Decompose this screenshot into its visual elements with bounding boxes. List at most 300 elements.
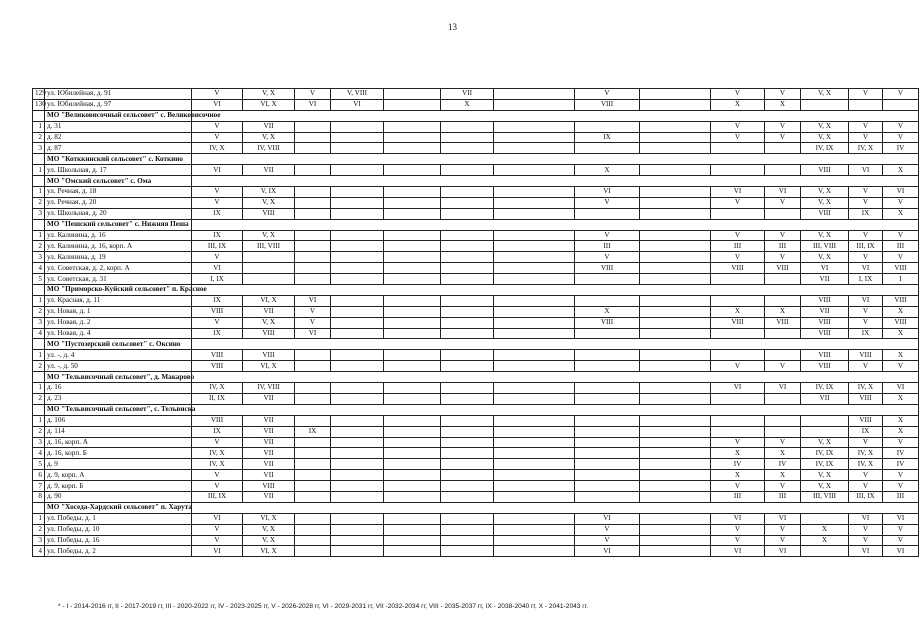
section-empty-cell <box>33 502 45 513</box>
address-cell: ул. Калинина, д. 16, корп. А <box>45 241 192 252</box>
row-number: 4 <box>33 448 45 459</box>
period-cell <box>295 350 331 361</box>
row-number: 1 <box>33 121 45 132</box>
table-row <box>33 535 919 546</box>
period-cell <box>640 295 711 306</box>
row-number: 2 <box>33 361 45 372</box>
period-cell: VI, X <box>243 99 295 110</box>
period-cell <box>575 481 640 492</box>
period-cell: V <box>575 524 640 535</box>
period-cell <box>441 415 494 426</box>
period-cell: V, X <box>243 89 295 100</box>
period-cell: V <box>192 524 243 535</box>
period-cell <box>331 317 384 328</box>
period-cell: X <box>765 306 801 317</box>
period-cell: V <box>192 535 243 546</box>
period-cell: V <box>883 89 919 100</box>
period-cell: VIII <box>192 361 243 372</box>
table-row <box>33 252 919 263</box>
period-cell: X <box>575 306 640 317</box>
period-cell: X <box>883 426 919 437</box>
row-number: 129 <box>33 89 45 100</box>
period-cell: V, X <box>801 197 849 208</box>
period-cell: V <box>883 470 919 481</box>
period-cell: V <box>711 481 765 492</box>
period-cell: VII <box>801 274 849 285</box>
period-cell: IV, X <box>192 383 243 394</box>
period-cell <box>384 295 441 306</box>
period-cell: VI <box>765 513 801 524</box>
period-cell: V, X <box>243 230 295 241</box>
row-number: 4 <box>33 546 45 557</box>
period-cell <box>331 393 384 404</box>
period-cell: V <box>849 187 883 198</box>
period-cell: V <box>849 535 883 546</box>
row-number: 2 <box>33 241 45 252</box>
period-cell <box>295 252 331 263</box>
address-cell: ул. Калинина, д. 16 <box>45 230 192 241</box>
period-cell: V <box>849 470 883 481</box>
period-cell: V <box>765 252 801 263</box>
period-cell: VII <box>243 448 295 459</box>
period-cell: IV, IX <box>801 383 849 394</box>
period-cell: I, IX <box>849 274 883 285</box>
period-cell: VI <box>711 513 765 524</box>
period-cell: II, IX <box>192 393 243 404</box>
period-cell <box>243 252 295 263</box>
period-cell: VI <box>295 328 331 339</box>
period-cell: VIII <box>801 328 849 339</box>
row-number: 2 <box>33 197 45 208</box>
address-cell: ул. Новая, д. 4 <box>45 328 192 339</box>
period-cell <box>494 295 575 306</box>
period-cell: VIII <box>192 415 243 426</box>
period-cell: III <box>711 241 765 252</box>
address-cell: д. 31 <box>45 121 192 132</box>
period-cell: VIII <box>801 350 849 361</box>
period-cell <box>494 208 575 219</box>
period-cell <box>331 165 384 176</box>
table-row <box>33 361 919 372</box>
row-number: 3 <box>33 252 45 263</box>
period-cell <box>494 197 575 208</box>
period-cell: V, X <box>801 481 849 492</box>
schedule-table <box>32 88 919 557</box>
period-cell <box>331 230 384 241</box>
period-cell <box>640 274 711 285</box>
period-cell: VI <box>575 546 640 557</box>
period-cell <box>494 230 575 241</box>
period-cell: V, X <box>801 252 849 263</box>
period-cell <box>575 295 640 306</box>
period-cell <box>640 263 711 274</box>
period-cell <box>494 306 575 317</box>
period-cell: IV <box>883 143 919 154</box>
period-cell <box>331 328 384 339</box>
period-cell: VI <box>765 546 801 557</box>
period-cell <box>295 459 331 470</box>
section-header-row <box>33 339 919 350</box>
period-cell <box>384 187 441 198</box>
period-cell <box>640 383 711 394</box>
period-cell <box>295 230 331 241</box>
period-cell: VII <box>243 121 295 132</box>
period-cell <box>295 546 331 557</box>
period-cell: V <box>192 437 243 448</box>
period-cell: VI <box>575 513 640 524</box>
table-row <box>33 459 919 470</box>
table-row <box>33 99 919 110</box>
period-cell: VIII <box>883 317 919 328</box>
table-row <box>33 143 919 154</box>
period-cell <box>331 306 384 317</box>
address-cell: д. 106 <box>45 415 192 426</box>
period-cell: V <box>883 481 919 492</box>
row-number: 1 <box>33 230 45 241</box>
row-number: 3 <box>33 143 45 154</box>
period-cell: VIII <box>575 99 640 110</box>
section-header-row <box>33 502 919 513</box>
period-cell: X <box>883 415 919 426</box>
row-number: 2 <box>33 524 45 535</box>
period-cell <box>441 121 494 132</box>
period-cell: VII <box>243 437 295 448</box>
period-cell <box>384 263 441 274</box>
period-cell: I, IX <box>192 274 243 285</box>
period-cell <box>331 491 384 502</box>
page-number: 13 <box>448 22 457 32</box>
section-title: МО "Котккинский сельсовет" с. Коткино <box>45 154 192 165</box>
period-cell: IX <box>849 328 883 339</box>
period-cell <box>711 426 765 437</box>
period-cell <box>494 546 575 557</box>
period-cell: V <box>849 361 883 372</box>
period-cell <box>331 535 384 546</box>
period-cell <box>640 524 711 535</box>
period-cell <box>384 241 441 252</box>
period-cell <box>494 535 575 546</box>
section-empty-cell <box>192 404 919 415</box>
period-cell <box>384 535 441 546</box>
period-cell <box>575 470 640 481</box>
period-cell <box>384 415 441 426</box>
period-cell <box>575 437 640 448</box>
section-empty-cell <box>33 176 45 187</box>
table-row <box>33 393 919 404</box>
section-title: МО "Приморско-Куйский сельсовет" п. Красное <box>45 285 192 296</box>
period-cell <box>849 99 883 110</box>
period-cell: VIII <box>765 317 801 328</box>
period-cell: X <box>765 470 801 481</box>
period-cell <box>331 274 384 285</box>
period-cell: V <box>849 437 883 448</box>
period-cell <box>494 350 575 361</box>
period-cell: V <box>192 317 243 328</box>
period-cell <box>640 328 711 339</box>
address-cell: ул. -, д. 4 <box>45 350 192 361</box>
period-cell: V, X <box>243 524 295 535</box>
period-cell: VII <box>243 491 295 502</box>
row-number: 1 <box>33 187 45 198</box>
period-cell: V <box>765 121 801 132</box>
period-cell <box>640 513 711 524</box>
period-cell: V <box>849 89 883 100</box>
address-cell: ул. Советская, д. 2, корп. А <box>45 263 192 274</box>
table-row <box>33 415 919 426</box>
period-cell <box>384 470 441 481</box>
period-cell: X <box>883 208 919 219</box>
period-cell <box>441 459 494 470</box>
period-cell: III <box>765 241 801 252</box>
period-cell <box>640 187 711 198</box>
period-cell: VIII <box>192 306 243 317</box>
section-title: МО "Пустозерский сельсовет" с. Оксино <box>45 339 192 350</box>
section-empty-cell <box>33 285 45 296</box>
period-cell <box>384 89 441 100</box>
period-cell: IX <box>192 426 243 437</box>
period-cell: V <box>765 535 801 546</box>
period-cell: V <box>883 361 919 372</box>
period-cell <box>295 437 331 448</box>
period-cell <box>494 459 575 470</box>
period-cell: IV <box>765 459 801 470</box>
period-cell: III, IX <box>849 491 883 502</box>
period-cell <box>295 197 331 208</box>
period-cell <box>331 448 384 459</box>
period-cell <box>384 513 441 524</box>
address-cell: д. 114 <box>45 426 192 437</box>
period-cell: IV, X <box>192 143 243 154</box>
address-cell: д. 23 <box>45 393 192 404</box>
period-cell <box>494 263 575 274</box>
period-cell: X <box>711 448 765 459</box>
period-cell: V <box>849 230 883 241</box>
period-cell: V <box>192 481 243 492</box>
period-cell: VII <box>243 306 295 317</box>
row-number: 7 <box>33 481 45 492</box>
period-cell <box>494 448 575 459</box>
period-cell: III, VIII <box>801 491 849 502</box>
section-empty-cell <box>192 285 919 296</box>
period-cell <box>441 524 494 535</box>
period-cell: VI <box>883 513 919 524</box>
period-cell: VIII <box>243 328 295 339</box>
period-cell <box>295 165 331 176</box>
period-cell: III <box>883 241 919 252</box>
period-cell: IV, IX <box>801 448 849 459</box>
period-cell: III, IX <box>192 241 243 252</box>
period-cell: VI <box>711 546 765 557</box>
period-cell: VI <box>192 546 243 557</box>
period-cell <box>494 165 575 176</box>
period-cell: I <box>883 274 919 285</box>
period-cell: X <box>711 306 765 317</box>
footnote: * - I - 2014-2016 гг, II - 2017-2019 гг, III - 2020-2022 гг, IV - 2023-2025 гг, V - 2026-2028 гг, VI - 2029-2031 гг, VII -2032-2034 гг, VIII - 2035-2037 гг, IX - 2038-2040 гг, X - 2041-2043 гг. <box>58 603 589 610</box>
row-number: 4 <box>33 328 45 339</box>
period-cell <box>295 393 331 404</box>
period-cell: VI, X <box>243 361 295 372</box>
period-cell <box>575 426 640 437</box>
period-cell: V <box>192 470 243 481</box>
period-cell <box>441 317 494 328</box>
period-cell <box>640 393 711 404</box>
period-cell <box>494 187 575 198</box>
period-cell: IV, VIII <box>243 143 295 154</box>
address-cell: ул. Юбилейная, д. 91 <box>45 89 192 100</box>
period-cell: X <box>883 393 919 404</box>
period-cell <box>384 208 441 219</box>
period-cell <box>295 274 331 285</box>
table-body <box>33 89 919 557</box>
section-empty-cell <box>192 372 919 383</box>
period-cell: V, X <box>801 89 849 100</box>
period-cell <box>384 143 441 154</box>
period-cell <box>441 230 494 241</box>
period-cell <box>765 350 801 361</box>
row-number: 2 <box>33 426 45 437</box>
period-cell <box>331 426 384 437</box>
period-cell: V <box>849 306 883 317</box>
period-cell: IV <box>711 459 765 470</box>
period-cell: IV, X <box>849 143 883 154</box>
address-cell: д. 16 <box>45 383 192 394</box>
period-cell <box>575 415 640 426</box>
period-cell: V <box>849 121 883 132</box>
period-cell <box>494 99 575 110</box>
period-cell <box>494 132 575 143</box>
period-cell <box>711 274 765 285</box>
period-cell <box>640 535 711 546</box>
period-cell <box>331 459 384 470</box>
period-cell: VIII <box>243 350 295 361</box>
table-row <box>33 481 919 492</box>
period-cell: V <box>883 230 919 241</box>
address-cell: д. 9 <box>45 459 192 470</box>
period-cell: V <box>883 524 919 535</box>
period-cell: V <box>765 437 801 448</box>
period-cell: VII <box>243 165 295 176</box>
period-cell <box>494 481 575 492</box>
period-cell <box>494 426 575 437</box>
period-cell <box>765 165 801 176</box>
period-cell <box>640 89 711 100</box>
period-cell <box>575 459 640 470</box>
address-cell: ул. Победы, д. 2 <box>45 546 192 557</box>
period-cell <box>384 491 441 502</box>
period-cell: V, X <box>243 197 295 208</box>
period-cell <box>765 274 801 285</box>
period-cell <box>331 263 384 274</box>
period-cell: III <box>883 491 919 502</box>
period-cell: IX <box>192 208 243 219</box>
period-cell: IV, X <box>849 383 883 394</box>
address-cell: ул. Калинина, д. 19 <box>45 252 192 263</box>
period-cell: VI, X <box>243 546 295 557</box>
period-cell <box>640 230 711 241</box>
period-cell: X <box>883 350 919 361</box>
period-cell: V <box>575 252 640 263</box>
period-cell: VI <box>575 187 640 198</box>
period-cell: VII <box>243 393 295 404</box>
period-cell <box>640 121 711 132</box>
period-cell <box>384 230 441 241</box>
row-number: 5 <box>33 459 45 470</box>
address-cell: ул. Красная, д. 11 <box>45 295 192 306</box>
table-row <box>33 121 919 132</box>
period-cell: VIII <box>192 350 243 361</box>
period-cell: V, X <box>243 132 295 143</box>
period-cell <box>765 328 801 339</box>
period-cell <box>295 263 331 274</box>
section-empty-cell <box>33 154 45 165</box>
period-cell: VII <box>801 306 849 317</box>
period-cell: VI <box>883 546 919 557</box>
address-cell: д. 9, корп. А <box>45 470 192 481</box>
section-header-row <box>33 154 919 165</box>
period-cell <box>331 383 384 394</box>
row-number: 6 <box>33 470 45 481</box>
period-cell: VIII <box>801 317 849 328</box>
period-cell: X <box>441 99 494 110</box>
period-cell: IV, X <box>192 459 243 470</box>
period-cell: V <box>192 197 243 208</box>
period-cell: V <box>711 524 765 535</box>
section-empty-cell <box>192 502 919 513</box>
period-cell: X <box>883 328 919 339</box>
period-cell <box>441 437 494 448</box>
period-cell <box>640 361 711 372</box>
period-cell: VIII <box>849 393 883 404</box>
period-cell <box>384 383 441 394</box>
table-row <box>33 328 919 339</box>
period-cell <box>711 393 765 404</box>
period-cell: V <box>849 197 883 208</box>
row-number: 1 <box>33 415 45 426</box>
period-cell: V <box>765 197 801 208</box>
period-cell: V <box>711 252 765 263</box>
table-row <box>33 306 919 317</box>
period-cell <box>640 415 711 426</box>
row-number: 1 <box>33 165 45 176</box>
period-cell <box>494 470 575 481</box>
period-cell: IV, VIII <box>243 383 295 394</box>
period-cell <box>384 546 441 557</box>
period-cell: III, IX <box>192 491 243 502</box>
period-cell: VI <box>192 165 243 176</box>
period-cell <box>494 524 575 535</box>
period-cell <box>243 274 295 285</box>
period-cell <box>295 208 331 219</box>
period-cell <box>765 143 801 154</box>
period-cell: V <box>711 437 765 448</box>
period-cell: V <box>192 132 243 143</box>
period-cell: X <box>883 306 919 317</box>
section-title: МО "Великовисочный сельсовет" с. Великовисочное <box>45 110 192 121</box>
period-cell <box>384 361 441 372</box>
period-cell <box>441 535 494 546</box>
section-header-row <box>33 219 919 230</box>
period-cell: V <box>711 230 765 241</box>
period-cell: V <box>849 132 883 143</box>
period-cell <box>494 383 575 394</box>
address-cell: ул. Речная, д. 18 <box>45 187 192 198</box>
period-cell: V <box>849 317 883 328</box>
table-row <box>33 470 919 481</box>
period-cell <box>640 470 711 481</box>
period-cell <box>243 263 295 274</box>
row-number: 130 <box>33 99 45 110</box>
table-row <box>33 263 919 274</box>
